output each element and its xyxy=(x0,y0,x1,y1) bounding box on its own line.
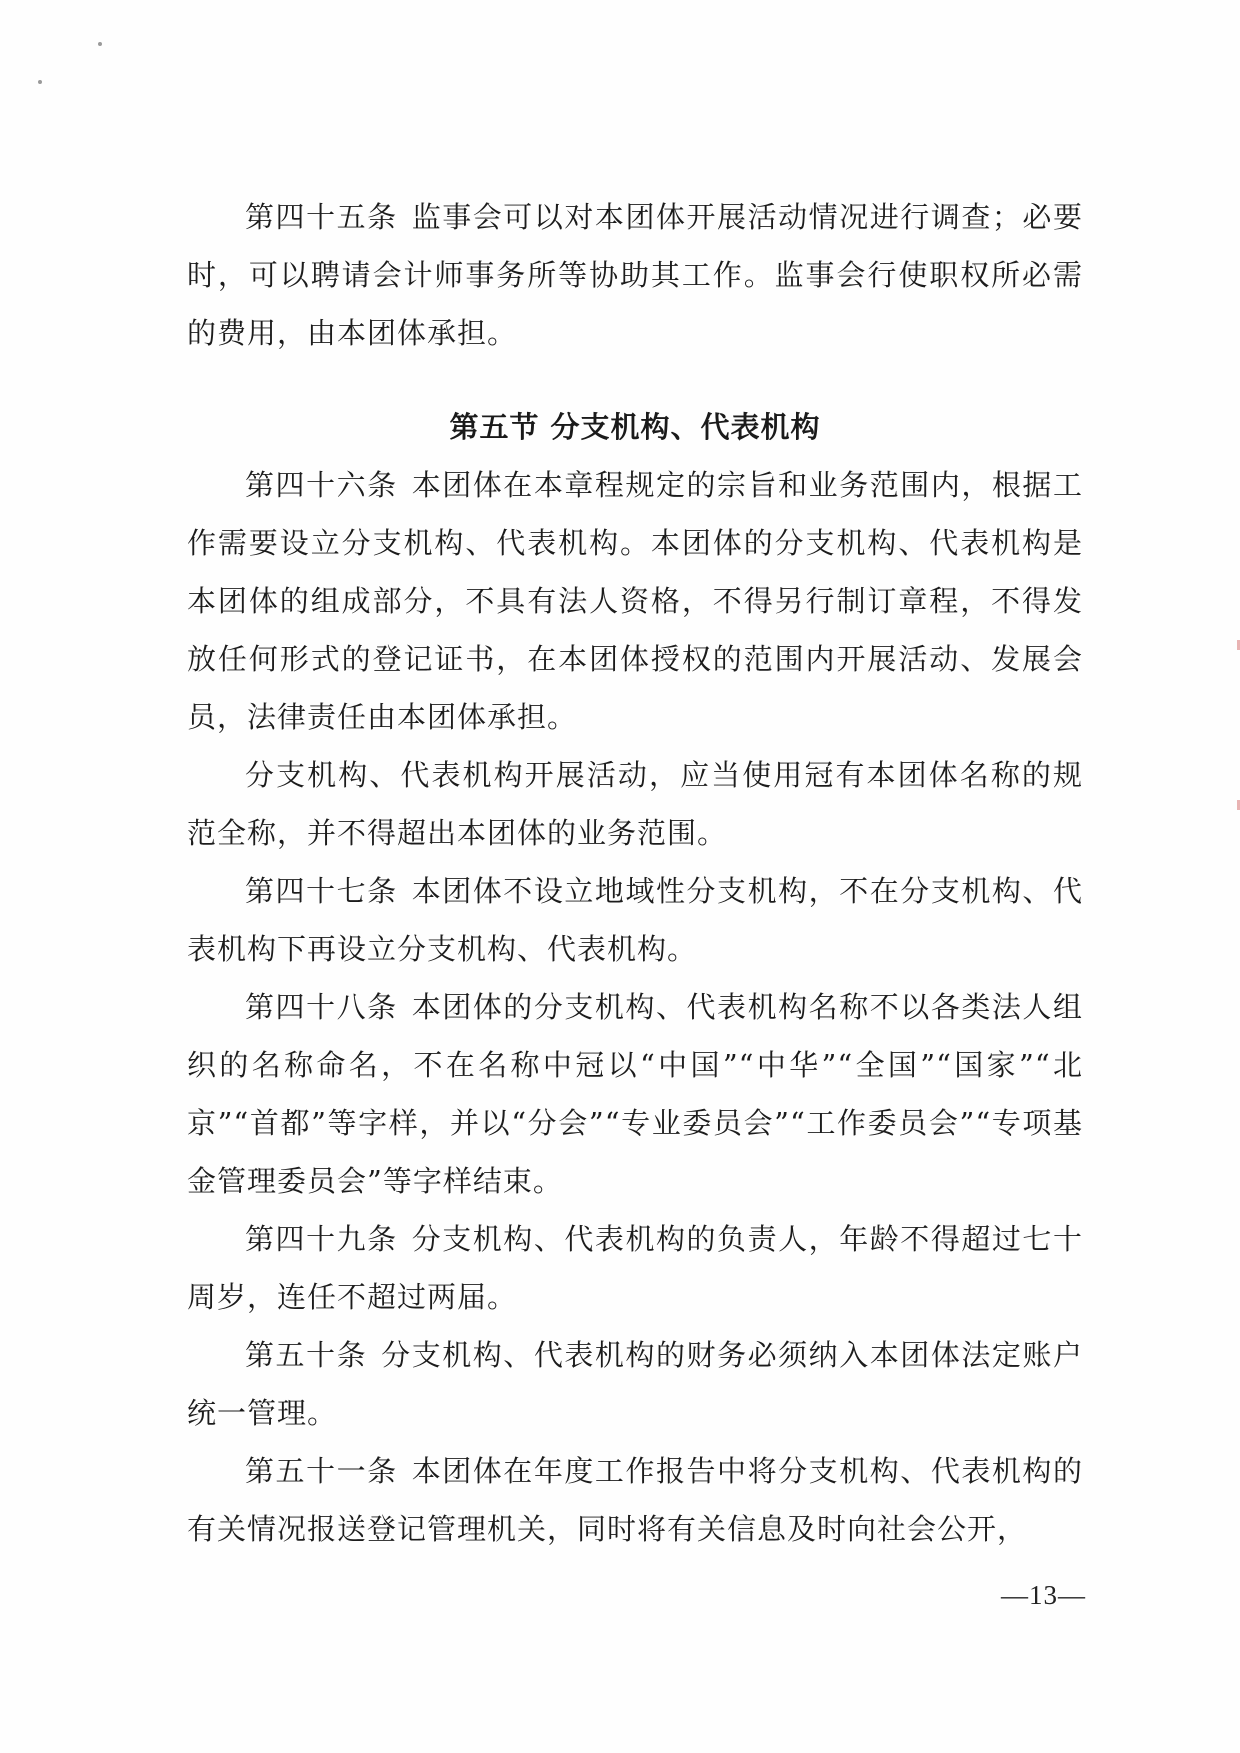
article-49 xyxy=(187,1210,1083,1326)
scan-speck xyxy=(38,80,42,84)
article-51 xyxy=(187,1442,1083,1558)
article-number: 第四十七条 xyxy=(245,874,398,908)
article-46-paragraph-2 xyxy=(187,746,1083,862)
article-text: 分支机构、代表机构开展活动，应当使用冠有本团体名称的规范全称，并不得超出本团体的业务范围。 xyxy=(187,758,1083,850)
article-number: 第五十条 xyxy=(245,1338,368,1372)
scan-speck xyxy=(98,42,102,46)
article-number: 第四十八条 xyxy=(245,990,398,1024)
article-47 xyxy=(187,862,1083,978)
article-48 xyxy=(187,978,1083,1210)
article-text: 本团体在本章程规定的宗旨和业务范围内，根据工作需要设立分支机构、代表机构。本团体的分支机构、代表机构是本团体的组成部分，不具有法人资格，不得另行制订章程，不得发放任何形式的登记证书，在本团体授权的范围内开展活动、发展会员，法律责任由本团体承担。 xyxy=(187,468,1083,734)
article-text: 监事会可以对本团体开展活动情况进行调查；必要时，可以聘请会计师事务所等协助其工作。监事会行使职权所必需的费用，由本团体承担。 xyxy=(187,200,1083,350)
document-body xyxy=(187,188,1083,1558)
article-text: 本团体不设立地域性分支机构，不在分支机构、代表机构下再设立分支机构、代表机构。 xyxy=(187,874,1083,966)
article-number: 第四十五条 xyxy=(245,200,398,234)
article-text: 本团体的分支机构、代表机构名称不以各类法人组织的名称命名，不在名称中冠以“中国”“中华”“全国”“国家”“北京”“首都”等字样，并以“分会”“专业委员会”“工作委员会”“专项基金管理委员会”等字样结束。 xyxy=(187,990,1083,1198)
page-number: —13— xyxy=(1001,1580,1086,1610)
article-45 xyxy=(187,188,1083,362)
article-text: 分支机构、代表机构的财务必须纳入本团体法定账户统一管理。 xyxy=(187,1338,1083,1430)
article-50 xyxy=(187,1326,1083,1442)
article-number: 第五十一条 xyxy=(245,1454,398,1488)
article-number: 第四十六条 xyxy=(245,468,398,502)
article-text: 分支机构、代表机构的负责人，年龄不得超过七十周岁，连任不超过两届。 xyxy=(187,1222,1083,1314)
article-number: 第四十九条 xyxy=(245,1222,398,1256)
article-text: 本团体在年度工作报告中将分支机构、代表机构的有关情况报送登记管理机关，同时将有关信息及时向社会公开， xyxy=(187,1454,1083,1546)
section-heading: 第五节 分支机构、代表机构 xyxy=(449,410,821,444)
article-46 xyxy=(187,456,1083,746)
